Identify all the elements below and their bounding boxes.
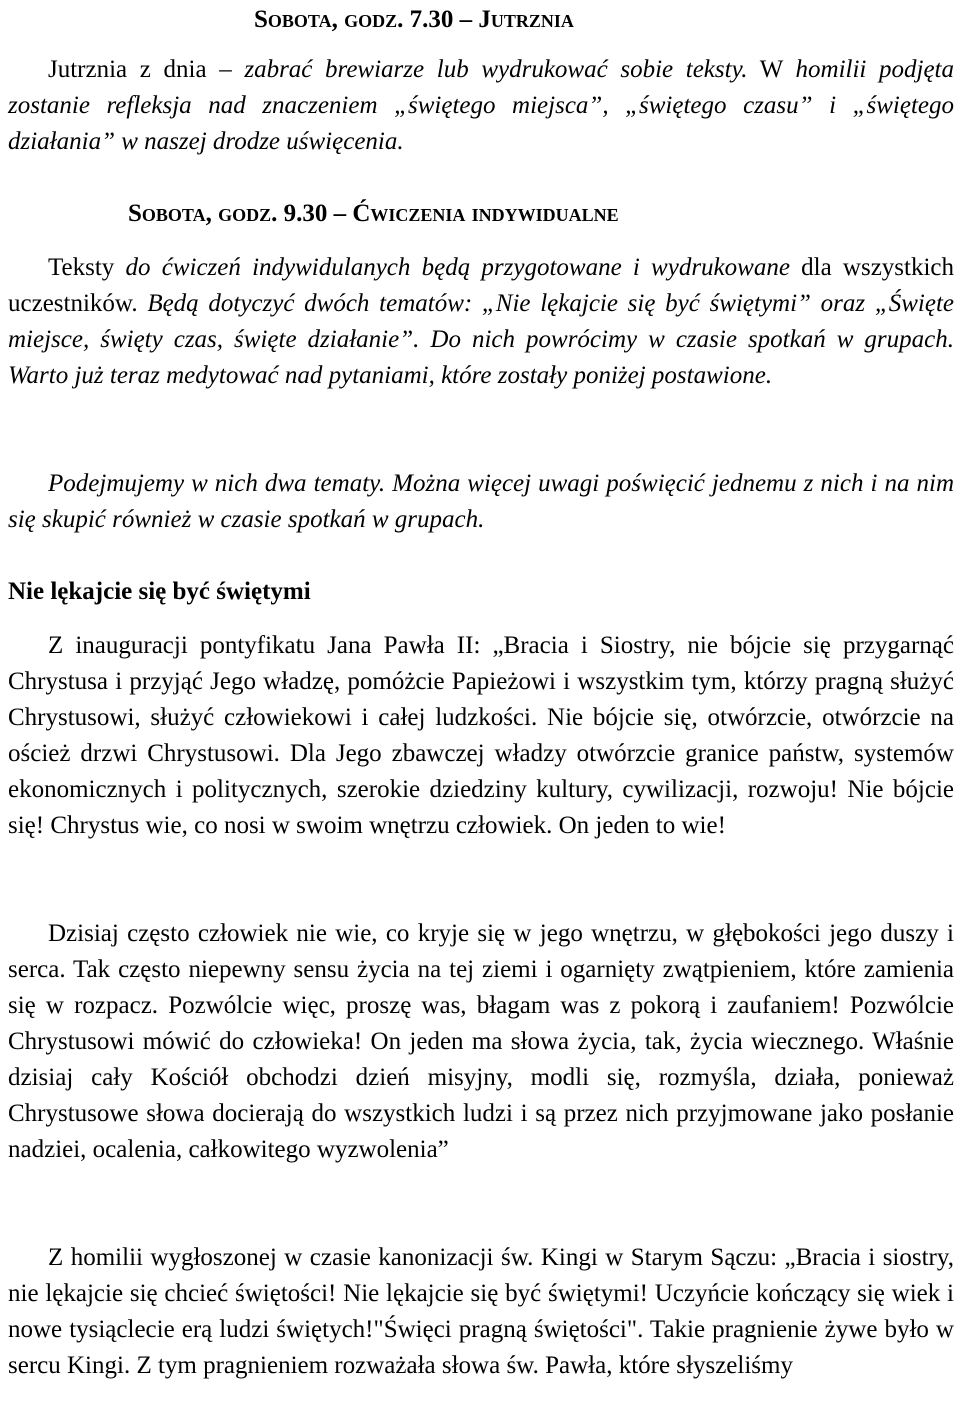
text-run: Jutrznia z dnia – — [48, 56, 245, 83]
text-run-italic: zabrać brewiarze lub wydrukować sobie teksty. — [244, 56, 748, 83]
text-run-italic: Podejmujemy w nich dwa tematy. Można więcej uwagi poświęcić jednemu z nich i na nim się skupić również w czasie spotkań w grupach. — [8, 470, 954, 533]
heading-nie-lekajcie: Nie lękajcie się być świętymi — [8, 578, 311, 605]
heading-cwiczenia: Sobota, godz. 9.30 – Ćwiczenia indywidualne — [128, 200, 619, 227]
text-run: W — [747, 56, 796, 83]
text-run-italic: do ćwiczeń indywidulanych będą przygotowane i wydrukowane — [125, 254, 790, 281]
text-run: dla wszystkich uczestników. — [8, 254, 955, 317]
text-run-italic: homilii podjęta zostanie refleksja nad znaczeniem „świętego miejsca”, „świętego czasu” i „świętego działania” w naszej drodze uświęcenia. — [8, 56, 954, 155]
paragraph-jutrznia — [8, 52, 954, 160]
text-run: Teksty — [48, 254, 126, 281]
paragraph-dzisiaj: Dzisiaj często człowiek nie wie, co kryje się w jego wnętrzu, w głębokości jego duszy i serca. Tak często niepewny sensu życia na tej ziemi i ogarnięty zwątpieniem, które zamienia się w rozpacz. Pozwólcie więc, proszę was, błagam was z pokorą i zaufaniem! Pozwólcie Chrystusowi mówić do człowieka! On jeden ma słowa życia, tak, życia wiecznego. Właśnie dzisiaj cały Kościół obchodzi dzień misyjny, modli się, rozmyśla, działa, ponieważ Chrystusowe słowa docierają do wszystkich ludzi i są przez nich przyjmowane jako posłanie nadziei, ocalenia, całkowitego wyzwolenia” — [8, 920, 954, 1163]
paragraph-cwiczenia-1 — [8, 250, 954, 394]
paragraph-cwiczenia-2 — [8, 466, 954, 538]
text-run-italic: Będą dotyczyć dwóch tematów: „Nie lękajcie się być świętymi” oraz „Święte miejsce, święty czas, święte działanie”. Do nich powrócimy w czasie spotkań w grupach. Warto już teraz medytować nad pytaniami, które zostały poniżej postawione. — [8, 290, 955, 389]
paragraph-inauguracja: Z inauguracji pontyfikatu Jana Pawła II: „Bracia i Siostry, nie bójcie się przygarnąć Chrystusa i przyjąć Jego władzę, pomóżcie Papieżowi i wszystkim tym, którzy pragną służyć Chrystusowi, służyć człowiekowi i całej ludzkości. Nie bójcie się, otwórzcie, otwórzcie na oścież drzwi Chrystusowi. Dla Jego zbawczej władzy otwórzcie granice państw, systemów ekonomicznych i politycznych, szerokie dziedziny kultury, cywilizacji, rozwoju! Nie bójcie się! Chrystus wie, co nosi w swoim wnętrzu człowiek. On jeden to wie! — [8, 632, 954, 839]
heading-jutrznia: Sobota, godz. 7.30 – Jutrznia — [254, 6, 574, 33]
paragraph-kanonizacja: Z homilii wygłoszonej w czasie kanonizacji św. Kingi w Starym Sączu: „Bracia i siostry, nie lękajcie się chcieć świętości! Nie lękajcie się być świętymi! Uczyńcie kończący się wiek i nowe tysiąclecie erą ludzi świętych!"Święci pragną świętości". Takie pragnienie żywe było w sercu Kingi. Z tym pragnieniem rozważała słowa św. Pawła, które słyszeliśmy — [8, 1244, 954, 1379]
